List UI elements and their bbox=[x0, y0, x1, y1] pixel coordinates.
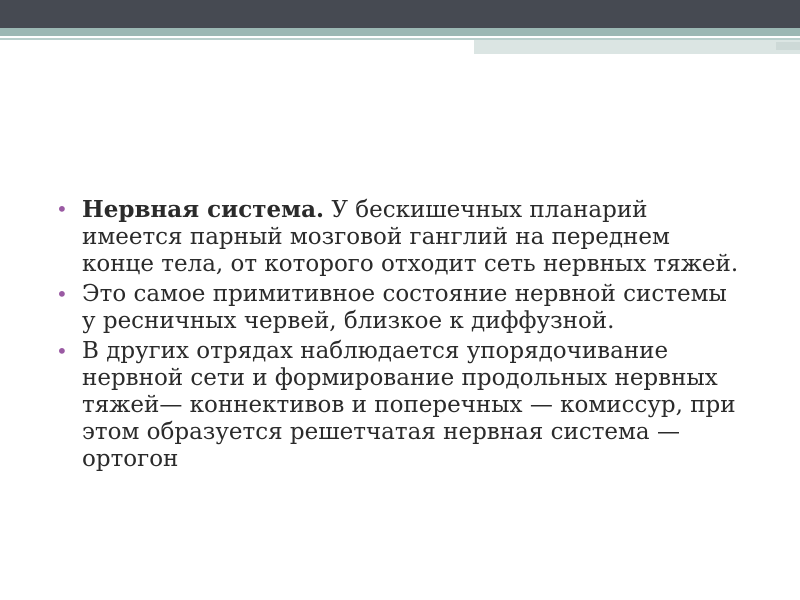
bullet-item bbox=[54, 338, 744, 473]
accent-line-right bbox=[474, 38, 800, 54]
bullet-lead: Нервная система. bbox=[82, 196, 325, 223]
slide-content bbox=[54, 196, 744, 476]
accent-notch bbox=[776, 42, 800, 50]
bullet-item bbox=[54, 281, 744, 335]
accent-line-right-inner bbox=[474, 38, 800, 40]
accent-band bbox=[0, 28, 800, 36]
bullet-text: У бескишечных планарий имеется парный мозговой ганглий на переднем конце тела, от которого отходит сеть нервных тяжей. bbox=[82, 197, 739, 277]
bullet-text: В других отрядах наблюдается упорядочивание нервной сети и формирование продольных нервных тяжей— коннективов и поперечных — комиссур, при этом образуется решетчатая нервная система — ортогон bbox=[82, 338, 736, 472]
accent-line-left bbox=[0, 38, 474, 40]
bullet-text: Это самое примитивное состояние нервной системы у ресничных червей, близкое к диффузной. bbox=[82, 281, 727, 334]
bullet-dot-icon: • bbox=[56, 197, 68, 221]
bullet-dot-icon: • bbox=[56, 282, 68, 306]
bullet-list bbox=[54, 196, 744, 473]
top-decorative-bar bbox=[0, 0, 800, 28]
bullet-dot-icon: • bbox=[56, 339, 68, 363]
bullet-item bbox=[54, 196, 744, 278]
